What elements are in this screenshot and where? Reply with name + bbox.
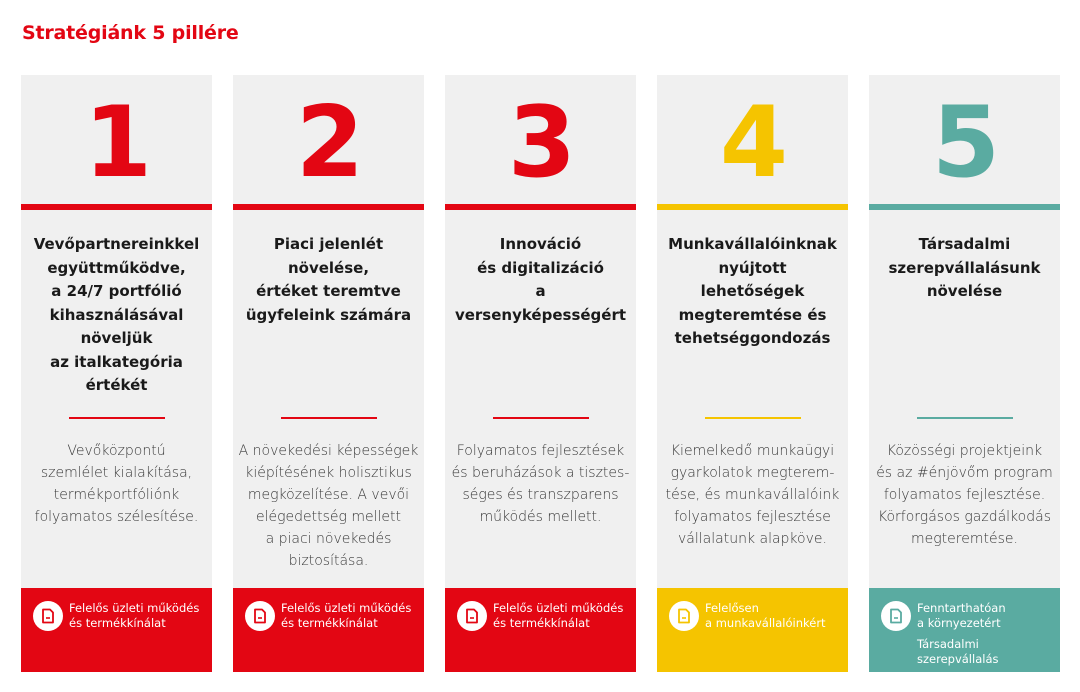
pillar-number-box	[233, 75, 424, 203]
pillar-4	[657, 75, 848, 672]
pillar-description: A növekedési képességek kiépítésének holisztikus megközelítése. A vevői elégedettség mellett a piaci növekedés biztosítása.	[238, 443, 419, 569]
pillar-number-box	[21, 75, 212, 203]
pillars-grid	[21, 75, 1061, 672]
pillar-divider	[69, 417, 165, 419]
page-title: Stratégiánk 5 pillére	[22, 22, 239, 44]
pillar-description: Folyamatos fejlesztések és beruházások a tisztes- séges és transzparens működés mellett.	[451, 443, 630, 525]
pillar-heading: Vevőpartnereinkkel együttműködve, a 24/7 portfólió kihasználásával növeljük az italkategória értékét	[33, 235, 200, 394]
pillar-top-rule	[869, 204, 1060, 210]
pillar-number: 4	[719, 86, 786, 200]
footer-label: Felelős üzleti működés és termékkínálat	[69, 601, 200, 630]
pillar-top-rule	[445, 204, 636, 210]
footer-label-secondary: Társadalmi szerepvállalás	[917, 637, 999, 666]
pillar-number-box	[869, 75, 1060, 203]
pillar-heading: Innováció és digitalizáció a versenyképességért	[454, 235, 627, 324]
document-icon	[245, 601, 275, 631]
pillar-number-box	[657, 75, 848, 203]
pillar-footer	[233, 588, 424, 672]
footer-label: Fenntarthatóan a környezetért	[917, 601, 1006, 630]
document-icon	[881, 601, 911, 631]
pillar-number: 1	[83, 86, 150, 200]
document-icon	[33, 601, 63, 631]
footer-label: Felelős üzleti működés és termékkínálat	[281, 601, 412, 630]
footer-label: Felelősen a munkavállalóinkért	[705, 601, 826, 630]
pillar-description: Kiemelkedő munkaügyi gyarkolatok megterem- tése, és munkavállalóink folyamatos fejlesztése vállalatunk alapköve.	[665, 443, 840, 547]
pillar-number-box	[445, 75, 636, 203]
pillar-top-rule	[657, 204, 848, 210]
pillar-2	[233, 75, 424, 672]
document-icon	[669, 601, 699, 631]
pillar-footer	[445, 588, 636, 672]
pillar-number: 3	[507, 86, 574, 200]
pillar-description: Közösségi projektjeink és az #énjövőm program folyamatos fejlesztése. Körforgásos gazdálkodás megteremtése.	[876, 443, 1053, 547]
pillar-top-rule	[21, 204, 212, 210]
pillar-divider	[705, 417, 801, 419]
document-icon	[457, 601, 487, 631]
pillar-footer	[21, 588, 212, 672]
pillar-top-rule	[233, 204, 424, 210]
pillar-5	[869, 75, 1060, 672]
pillar-footer	[869, 588, 1060, 672]
pillar-3	[445, 75, 636, 672]
pillar-heading: Társadalmi szerepvállalásunk növelése	[888, 235, 1041, 300]
pillar-heading: Piaci jelenlét növelése, értéket teremtve ügyfeleink számára	[245, 235, 412, 324]
pillar-description: Vevőközpontú szemlélet kialakítása, termékportfóliónk folyamatos szélesítése.	[34, 443, 199, 525]
pillar-number: 5	[931, 86, 998, 200]
pillar-footer	[657, 588, 848, 672]
pillar-1	[21, 75, 212, 672]
pillar-divider	[917, 417, 1013, 419]
pillar-divider	[281, 417, 377, 419]
pillar-number: 2	[295, 86, 362, 200]
footer-label: Felelős üzleti működés és termékkínálat	[493, 601, 624, 630]
pillar-heading: Munkavállalóinknak nyújtott lehetőségek megteremtése és tehetséggondozás	[668, 235, 837, 347]
pillar-divider	[493, 417, 589, 419]
